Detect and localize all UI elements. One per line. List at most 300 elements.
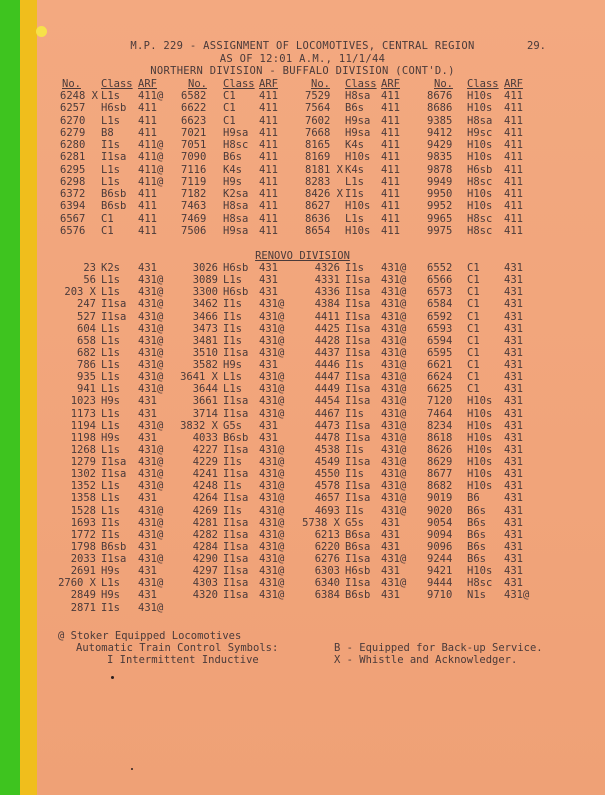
loco-number: 3466 — [192, 310, 218, 323]
loco-class: C1 — [467, 346, 480, 359]
loco-arf: 431@ — [259, 504, 285, 517]
loco-class: I1sa — [345, 419, 371, 432]
loco-class: H10s — [467, 565, 493, 578]
loco-arf: 431 — [504, 540, 523, 553]
loco-class: I1s — [345, 359, 364, 371]
loco-arf: 431 — [138, 565, 157, 578]
loco-arf: 411 — [504, 90, 523, 102]
loco-number: 9429 — [427, 139, 453, 151]
loco-arf: 431@ — [381, 431, 407, 444]
loco-number: 6594 — [427, 334, 453, 347]
loco-arf: 431@ — [138, 528, 164, 541]
col-header-no: No. — [188, 78, 207, 90]
loco-class: H10s — [467, 139, 493, 151]
loco-class: H10s — [345, 200, 371, 213]
loco-class: H10s — [467, 151, 493, 164]
loco-number: 7051 — [181, 139, 207, 151]
loco-arf: 431 — [504, 383, 523, 396]
loco-class: H10s — [345, 224, 371, 237]
loco-arf: 431@ — [381, 553, 407, 565]
loco-number: 4241 — [192, 468, 218, 481]
loco-number: 7463 — [181, 200, 207, 213]
loco-number: 3510 — [192, 346, 218, 359]
loco-arf: 431@ — [259, 371, 285, 384]
loco-arf: 431 — [259, 274, 278, 287]
loco-number: 6623 — [181, 114, 207, 127]
table-row — [0, 298, 605, 310]
loco-class: I1sa — [223, 540, 249, 553]
col-header-class: Class — [467, 78, 499, 90]
loco-number: 6281 — [60, 151, 86, 164]
loco-class: I1sa — [223, 346, 249, 359]
loco-arf: 411 — [504, 200, 523, 213]
loco-class: H10s — [467, 443, 493, 456]
loco-class: C1 — [223, 102, 236, 115]
loco-number: 9421 — [427, 565, 453, 578]
loco-arf: 411 — [504, 224, 523, 237]
loco-arf: 411 — [504, 188, 523, 200]
loco-arf: 431 — [504, 274, 523, 287]
table-row — [0, 200, 605, 212]
loco-number: 8426 X — [305, 188, 343, 200]
loco-number: 7564 — [305, 102, 331, 115]
loco-arf: 411 — [381, 126, 400, 139]
loco-arf: 431@ — [259, 298, 285, 311]
loco-arf: 431 — [381, 540, 400, 553]
table-row — [0, 565, 605, 577]
loco-arf: 431 — [259, 359, 278, 371]
loco-arf: 411 — [381, 175, 400, 188]
loco-arf: 431@ — [381, 395, 407, 408]
legend-stoker: @ Stoker Equipped Locomotives — [58, 630, 242, 642]
loco-class: L1s — [101, 383, 120, 396]
table-row — [0, 213, 605, 225]
loco-class: C1 — [467, 298, 480, 311]
loco-class: I1sa — [345, 383, 371, 396]
loco-arf: 411 — [381, 188, 400, 200]
loco-class: H10s — [467, 480, 493, 493]
loco-arf: 431@ — [259, 480, 285, 493]
loco-arf: 411 — [381, 114, 400, 127]
loco-class: I1sa — [345, 274, 371, 287]
loco-class: C1 — [467, 286, 480, 299]
table-row — [0, 115, 605, 127]
loco-arf: 431@ — [381, 383, 407, 396]
loco-number: 8283 — [305, 175, 331, 188]
legend-atc-symbols: Automatic Train Control Symbols: — [76, 642, 279, 654]
loco-number: 4549 — [314, 456, 340, 468]
loco-class: B6sb — [101, 540, 127, 553]
col-header-no: No. — [62, 78, 81, 90]
loco-arf: 431@ — [259, 528, 285, 541]
loco-class: L1s — [101, 322, 120, 335]
loco-class: I1sa — [101, 456, 127, 468]
loco-arf: 431 — [504, 456, 523, 468]
loco-number: 6220 — [314, 540, 340, 553]
loco-number: 9952 — [427, 200, 453, 213]
table-row — [0, 335, 605, 347]
loco-arf: 411 — [259, 163, 278, 176]
loco-number: 7668 — [305, 126, 331, 139]
loco-number: 1352 — [70, 480, 96, 493]
table-row — [0, 359, 605, 371]
table-row — [0, 577, 605, 589]
loco-arf: 411 — [381, 200, 400, 213]
loco-arf: 411 — [259, 126, 278, 139]
loco-class: I1s — [345, 468, 364, 481]
loco-class: K2sa — [223, 188, 249, 200]
loco-number: 8654 — [305, 224, 331, 237]
loco-arf: 431@ — [138, 456, 164, 468]
loco-arf: 431@ — [381, 274, 407, 287]
loco-arf: 431 — [504, 443, 523, 456]
loco-arf: 431 — [504, 468, 523, 481]
loco-class: I1s — [223, 322, 242, 335]
loco-arf: 431@ — [381, 346, 407, 359]
table-row — [0, 262, 605, 274]
loco-class: L1s — [223, 383, 242, 396]
loco-number: 4384 — [314, 298, 340, 311]
loco-class: I1sa — [101, 553, 127, 565]
loco-number: 6567 — [60, 212, 86, 225]
loco-class: L1s — [101, 359, 120, 371]
loco-class: I1sa — [345, 334, 371, 347]
col-header-arf: ARF — [381, 78, 400, 90]
loco-class: I1s — [223, 310, 242, 323]
loco-arf: 431@ — [138, 371, 164, 384]
loco-number: 4284 — [192, 540, 218, 553]
loco-number: 9096 — [427, 540, 453, 553]
loco-number: 1268 — [70, 443, 96, 456]
loco-arf: 411@ — [138, 175, 164, 188]
loco-class: L1s — [101, 334, 120, 347]
loco-class: H6sb — [223, 262, 249, 274]
loco-class: I1sa — [345, 310, 371, 323]
loco-class: N1s — [467, 589, 486, 602]
ink-speck — [131, 768, 133, 770]
loco-class: I1sa — [345, 322, 371, 335]
loco-number: 23 — [83, 262, 96, 274]
loco-class: H9s — [101, 431, 120, 444]
loco-class: C1 — [467, 383, 480, 396]
loco-arf: 431@ — [259, 577, 285, 590]
loco-class: I1sa — [101, 151, 127, 164]
loco-number: 6280 — [60, 139, 86, 151]
loco-arf: 431@ — [381, 310, 407, 323]
loco-class: H8sa — [223, 212, 249, 225]
loco-class: I1s — [101, 139, 120, 151]
loco-arf: 431 — [259, 419, 278, 432]
loco-number: 1528 — [70, 504, 96, 517]
loco-number: 6552 — [427, 262, 453, 274]
loco-class: I1s — [345, 188, 364, 200]
loco-number: 4331 — [314, 274, 340, 287]
loco-class: H8sc — [467, 577, 493, 590]
loco-class: B6sa — [345, 540, 371, 553]
loco-arf: 431@ — [138, 383, 164, 396]
loco-arf: 431 — [138, 262, 157, 274]
loco-number: 4550 — [314, 468, 340, 481]
loco-class: H10s — [467, 431, 493, 444]
loco-class: H6sb — [101, 102, 127, 115]
loco-arf: 431 — [504, 334, 523, 347]
loco-arf: 431 — [504, 286, 523, 299]
loco-number: 6295 — [60, 163, 86, 176]
loco-number: 7464 — [427, 407, 453, 420]
loco-number: 4454 — [314, 395, 340, 408]
loco-arf: 411 — [381, 151, 400, 164]
loco-number: 4446 — [314, 359, 340, 371]
loco-class: H8sa — [345, 90, 371, 102]
loco-class: C1 — [101, 212, 114, 225]
loco-arf: 411@ — [138, 163, 164, 176]
loco-number: 6276 — [314, 553, 340, 565]
loco-number: 8626 — [427, 443, 453, 456]
loco-number: 6303 — [314, 565, 340, 578]
loco-number: 9019 — [427, 492, 453, 505]
loco-number: 4320 — [192, 589, 218, 602]
loco-class: H9sa — [345, 126, 371, 139]
loco-class: I1sa — [345, 431, 371, 444]
loco-arf: 431@ — [259, 456, 285, 468]
loco-number: 7529 — [305, 90, 331, 102]
loco-arf: 411 — [259, 102, 278, 115]
loco-number: 1198 — [70, 431, 96, 444]
loco-arf: 431@ — [259, 383, 285, 396]
loco-arf: 431@ — [138, 553, 164, 565]
loco-number: 6372 — [60, 188, 86, 200]
loco-number: 9975 — [427, 224, 453, 237]
loco-class: H10s — [467, 200, 493, 213]
loco-number: 527 — [77, 310, 96, 323]
loco-class: H6sb — [223, 286, 249, 299]
loco-arf: 431@ — [381, 298, 407, 311]
loco-class: I1sa — [101, 310, 127, 323]
loco-arf: 411@ — [138, 151, 164, 164]
loco-class: I1sa — [101, 468, 127, 481]
loco-number: 7119 — [181, 175, 207, 188]
loco-number: 1358 — [70, 492, 96, 505]
loco-arf: 431 — [504, 480, 523, 493]
loco-arf: 411 — [259, 175, 278, 188]
loco-arf: 411 — [138, 188, 157, 200]
loco-class: I1sa — [345, 553, 371, 565]
loco-arf: 431@ — [138, 298, 164, 311]
loco-number: 6582 — [181, 90, 207, 102]
loco-arf: 431@ — [138, 419, 164, 432]
loco-class: H6sb — [467, 163, 493, 176]
loco-number: 9949 — [427, 175, 453, 188]
loco-number: 1772 — [70, 528, 96, 541]
northern-division-heading: NORTHERN DIVISION - BUFFALO DIVISION (CONT'D.) — [150, 65, 455, 77]
loco-class: L1s — [223, 371, 242, 384]
loco-arf: 431@ — [138, 577, 164, 590]
loco-arf: 431@ — [381, 468, 407, 481]
loco-class: L1s — [101, 286, 120, 299]
table-row — [0, 408, 605, 420]
loco-arf: 411 — [504, 151, 523, 164]
table-row — [0, 444, 605, 456]
loco-number: 9878 — [427, 163, 453, 176]
table-row — [0, 371, 605, 383]
loco-class: H9s — [101, 565, 120, 578]
loco-arf: 431 — [381, 589, 400, 602]
loco-number: 4447 — [314, 371, 340, 384]
loco-arf: 411@ — [138, 139, 164, 151]
table-row — [0, 541, 605, 553]
loco-class: L1s — [345, 212, 364, 225]
loco-arf: 411 — [138, 126, 157, 139]
table-row — [0, 286, 605, 298]
loco-class: H10s — [467, 468, 493, 481]
loco-class: I1sa — [223, 516, 249, 529]
loco-arf: 411 — [138, 102, 157, 115]
loco-arf: 431 — [138, 492, 157, 505]
loco-number: 6625 — [427, 383, 453, 396]
loco-arf: 411 — [259, 90, 278, 102]
loco-number: 9244 — [427, 553, 453, 565]
loco-arf: 431@ — [138, 516, 164, 529]
loco-class: L1s — [101, 577, 120, 590]
loco-number: 935 — [77, 371, 96, 384]
loco-number: 4478 — [314, 431, 340, 444]
loco-arf: 431 — [504, 492, 523, 505]
loco-number: 3641 X — [180, 371, 218, 384]
loco-arf: 431@ — [259, 492, 285, 505]
loco-class: B6sa — [345, 528, 371, 541]
loco-number: 4425 — [314, 322, 340, 335]
loco-class: I1s — [101, 528, 120, 541]
loco-arf: 431@ — [259, 310, 285, 323]
table-row — [0, 90, 605, 102]
loco-class: G5s — [223, 419, 242, 432]
loco-class: L1s — [223, 274, 242, 287]
loco-arf: 431 — [504, 577, 523, 590]
table-row — [0, 383, 605, 395]
loco-arf: 431 — [138, 407, 157, 420]
loco-number: 7506 — [181, 224, 207, 237]
loco-number: 5738 X — [302, 516, 340, 529]
loco-class: B6s — [223, 151, 242, 164]
loco-arf: 411 — [381, 139, 400, 151]
loco-arf: 431@ — [259, 334, 285, 347]
legend-whistle: X - Whistle and Acknowledger. — [334, 654, 518, 666]
loco-number: 4229 — [192, 456, 218, 468]
loco-class: H9sa — [223, 224, 249, 237]
loco-number: 2033 — [70, 553, 96, 565]
loco-number: 7602 — [305, 114, 331, 127]
loco-arf: 431 — [504, 262, 523, 274]
loco-number: 2760 X — [58, 577, 96, 590]
loco-arf: 411@ — [138, 90, 164, 102]
loco-class: C1 — [467, 371, 480, 384]
loco-class: B6s — [345, 102, 364, 115]
loco-number: 247 — [77, 298, 96, 311]
loco-arf: 431@ — [138, 443, 164, 456]
loco-arf: 431@ — [138, 310, 164, 323]
loco-arf: 411 — [504, 163, 523, 176]
loco-number: 9412 — [427, 126, 453, 139]
loco-arf: 431@ — [138, 334, 164, 347]
loco-number: 4290 — [192, 553, 218, 565]
loco-number: 1023 — [70, 395, 96, 408]
loco-number: 6573 — [427, 286, 453, 299]
loco-class: I1s — [345, 443, 364, 456]
loco-class: C1 — [467, 274, 480, 287]
renovo-division-heading: RENOVO DIVISION — [255, 250, 350, 262]
loco-number: 8618 — [427, 431, 453, 444]
loco-number: 3300 — [192, 286, 218, 299]
loco-arf: 431@ — [138, 286, 164, 299]
loco-number: 4578 — [314, 480, 340, 493]
loco-arf: 431@ — [259, 565, 285, 578]
loco-number: 4657 — [314, 492, 340, 505]
col-header-class: Class — [223, 78, 255, 90]
table-row — [0, 323, 605, 335]
loco-number: 6340 — [314, 577, 340, 590]
loco-class: H8sc — [223, 139, 249, 151]
loco-class: H10s — [467, 395, 493, 408]
loco-class: B6s — [467, 528, 486, 541]
loco-number: 4693 — [314, 504, 340, 517]
loco-arf: 431 — [381, 528, 400, 541]
loco-number: 9710 — [427, 589, 453, 602]
loco-arf: 431 — [259, 286, 278, 299]
loco-arf: 411 — [504, 212, 523, 225]
loco-class: H8sc — [467, 175, 493, 188]
loco-number: 9385 — [427, 114, 453, 127]
loco-class: H9s — [223, 359, 242, 371]
loco-number: 4303 — [192, 577, 218, 590]
loco-arf: 411 — [504, 114, 523, 127]
loco-number: 2871 — [70, 601, 96, 614]
loco-number: 1194 — [70, 419, 96, 432]
loco-arf: 431@ — [138, 480, 164, 493]
loco-number: 3832 X — [180, 419, 218, 432]
loco-arf: 431@ — [259, 346, 285, 359]
loco-class: L1s — [101, 480, 120, 493]
loco-class: I1sa — [345, 456, 371, 468]
table-row — [0, 274, 605, 286]
loco-number: 4281 — [192, 516, 218, 529]
loco-class: L1s — [101, 114, 120, 127]
loco-number: 7182 — [181, 188, 207, 200]
loco-class: H10s — [345, 151, 371, 164]
loco-number: 6279 — [60, 126, 86, 139]
loco-class: C1 — [467, 322, 480, 335]
loco-arf: 431@ — [138, 322, 164, 335]
loco-class: I1sa — [345, 298, 371, 311]
loco-class: H8sa — [223, 200, 249, 213]
loco-number: 6592 — [427, 310, 453, 323]
loco-number: 3714 — [192, 407, 218, 420]
col-header-class: Class — [101, 78, 133, 90]
loco-number: 3473 — [192, 322, 218, 335]
loco-number: 941 — [77, 383, 96, 396]
loco-class: I1sa — [223, 407, 249, 420]
loco-number: 8169 — [305, 151, 331, 164]
loco-class: H9s — [223, 175, 242, 188]
loco-class: I1s — [101, 601, 120, 614]
table-row — [0, 164, 605, 176]
loco-class: I1sa — [345, 577, 371, 590]
loco-arf: 411 — [504, 139, 523, 151]
loco-arf: 431 — [138, 540, 157, 553]
loco-arf: 431@ — [259, 407, 285, 420]
loco-number: 6584 — [427, 298, 453, 311]
loco-arf: 431 — [138, 589, 157, 602]
loco-arf: 431 — [138, 431, 157, 444]
